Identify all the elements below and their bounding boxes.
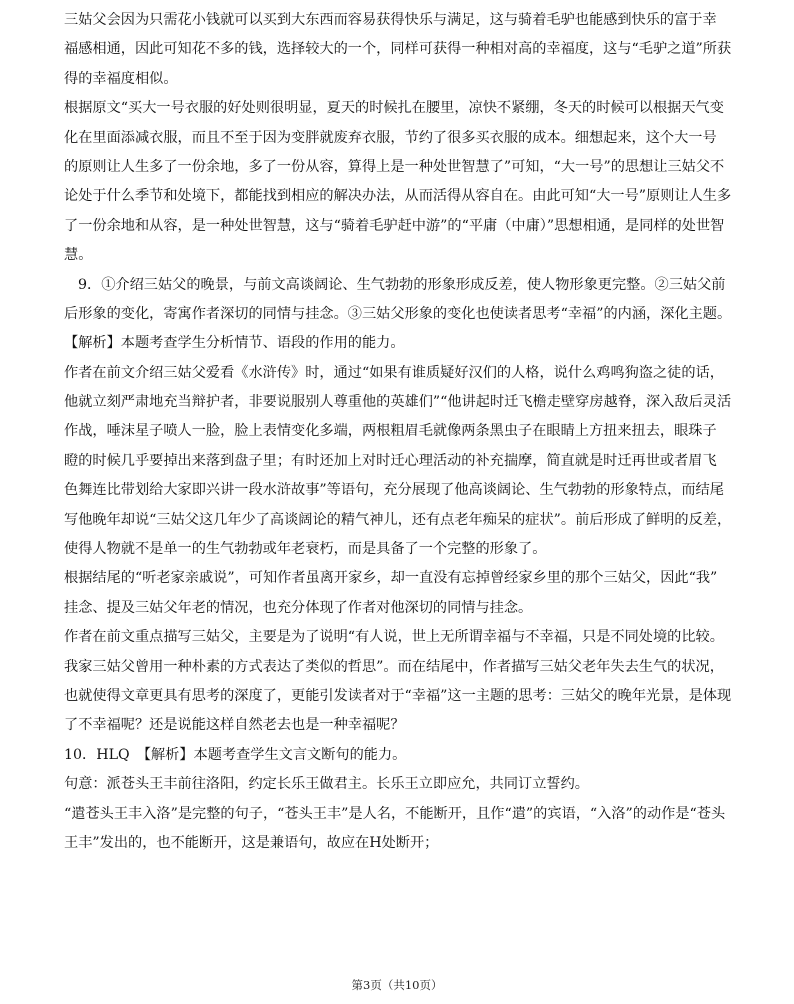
text-line: 的原则让人生多了一份余地，多了一份从容，算得上是一种处世智慧了”可知，“大一号”的思想让三姑父不 — [64, 158, 725, 175]
text-line: 挂念、提及三姑父年老的情况，也充分体现了作者对他深切的同情与挂念。 — [64, 599, 533, 616]
text-line: 福感相通，因此可知花不多的钱，选择较大的一个，同样可获得一种相对高的幸福度，这与“毛驴之道”所获 — [64, 41, 732, 58]
text-line: 也就使得文章更具有思考的深度了，更能引发读者对于“幸福”这一主题的思考：三姑父的晚年光景，是体现 — [64, 687, 732, 704]
text-line: “遣苍头王丰入洛”是完整的句子，“苍头王丰”是人名，不能断开，且作“遣”的宾语，“入洛”的动作是“苍头 — [64, 805, 726, 822]
text-line: 了一份余地和从容，是一种处世智慧，这与“骑着毛驴赶中游”的“平庸（中庸）”思想相通，是同样的处世智 — [64, 217, 725, 234]
text-line: 王丰”发出的，也不能断开，这是兼语句，故应在H处断开； — [64, 834, 439, 851]
text-line: 使得人物就不是单一的生气勃勃或年老衰朽，而是具备了一个完整的形象了。 — [64, 541, 547, 558]
text-line: 作者在前文介绍三姑父爱看《水浒传》时，通过“如果有谁质疑好汉们的人格，说什么鸡鸣狗盗之徒的话， — [64, 364, 724, 381]
analysis-heading: 【解析】本题考查学生分析情节、语段的作用的能力。 — [64, 335, 405, 352]
text-line: 根据结尾的“听老家亲戚说”，可知作者虽离开家乡，却一直没有忘掉曾经家乡里的那个三姑父，因此“我” — [64, 570, 718, 587]
text-line: 写他晚年却说“三姑父这几年少了高谈阔论的精气神儿，还有点老年痴呆的症状”。前后形成了鲜明的反差， — [64, 511, 732, 528]
question-10-answer: 10．HLQ 【解析】本题考查学生文言文断句的能力。 — [64, 746, 407, 763]
text-line: 作战，唾沫星子喷人一脸，脸上表情变化多端，两根粗眉毛就像两条黑虫子在眼睛上方扭来扭去，眼珠子 — [64, 423, 717, 440]
text-line: 后形象的变化，寄寓作者深切的同情与挂念。③三姑父形象的变化也使读者思考“幸福”的内涵，深化主题。 — [64, 305, 732, 322]
question-9-answer: 9．①介绍三姑父的晚景，与前文高谈阔论、生气勃勃的形象形成反差，使人物形象更完整。②三姑父前 — [78, 276, 726, 293]
document-page — [64, 6, 744, 858]
text-line: 色舞连比带划给大家即兴讲一段水浒故事”等语句，充分展现了他高谈阔论、生气勃勃的形象特点，而结尾 — [64, 482, 724, 499]
text-line: 得的幸福度相似。 — [64, 70, 178, 87]
text-line: 他就立刻严肃地充当辩护者，非要说服别人尊重他的英雄们”“他讲起时迁飞檐走壁穿房越脊，深入敌后灵活 — [64, 394, 732, 411]
text-line: 句意：派苍头王丰前往洛阳，约定长乐王做君主。长乐王立即应允，共同订立誓约。 — [64, 776, 589, 793]
text-line: 论处于什么季节和处境下，都能找到相应的解决办法，从而活得从容自在。由此可知“大一号”原则让人生多 — [64, 188, 732, 205]
text-line: 三姑父会因为只需花小钱就可以买到大东西而容易获得快乐与满足，这与骑着毛驴也能感到快乐的富于幸 — [64, 12, 717, 28]
text-line: 化在里面添减衣服，而且不至于因为变胖就废弃衣服，节约了很多买衣服的成本。细想起来，这个大一号 — [64, 129, 717, 146]
text-line: 我家三姑父曾用一种朴素的方式表达了类似的哲思”。而在结尾中，作者描写三姑父老年失去生气的状况， — [64, 658, 724, 675]
page-footer: 第3页（共10页） — [351, 978, 443, 992]
text-line: 根据原文“买大一号衣服的好处则很明显，夏天的时候扎在腰里，凉快不紧绷，冬天的时候可以根据天气变 — [64, 100, 724, 117]
text-line: 慧。 — [64, 247, 93, 264]
text-line: 作者在前文重点描写三姑父，主要是为了说明“有人说，世上无所谓幸福与不幸福，只是不同处境的比较。 — [64, 629, 724, 646]
text-line: 瞪的时候几乎要掉出来落到盘子里；有时还加上对时迁心理活动的补充揣摩，简直就是时迁再世或者眉飞 — [64, 452, 717, 469]
text-line: 了不幸福呢？还是说能这样自然老去也是一种幸福呢？ — [64, 717, 405, 734]
